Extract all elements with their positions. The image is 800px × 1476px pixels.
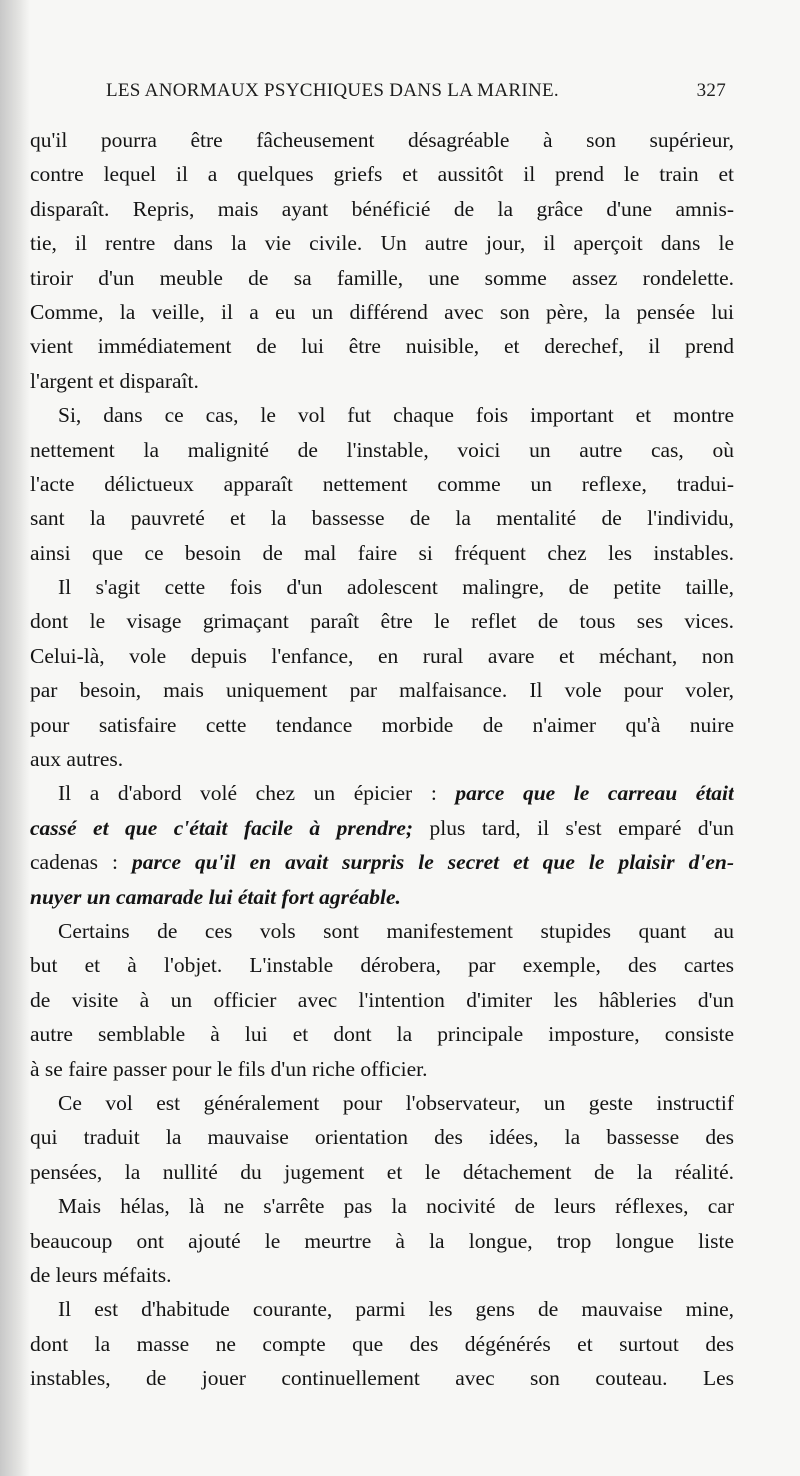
text-line (30, 880, 734, 914)
italic-segment: parce que le carreau était (455, 781, 734, 806)
text-segment: de visite à un officier avec l'intention d'imiter les hâbleries d'un (30, 987, 734, 1012)
text-segment: instables, de jouer continuellement avec son couteau. Les (30, 1366, 734, 1391)
text-line (30, 742, 734, 776)
text-line (30, 811, 734, 845)
text-segment: à se faire passer pour le fils d'un riche officier. (30, 1056, 428, 1081)
text-segment: qui traduit la mauvaise orientation des idées, la bassesse des (30, 1125, 734, 1150)
text-segment: qu'il pourra être fâcheusement désagréable à son supérieur, (30, 128, 734, 152)
text-line (30, 192, 734, 226)
text-line (30, 1189, 734, 1223)
text-segment: l'argent et disparaît. (30, 368, 199, 393)
text-segment: l'acte délictueux apparaît nettement comme un reflexe, tradui- (30, 471, 734, 496)
text-line (30, 948, 734, 982)
text-line (30, 467, 734, 501)
italic-segment: cassé et que c'était facile à prendre; (30, 815, 414, 840)
text-line (30, 295, 734, 329)
text-line (30, 1292, 734, 1326)
running-title: LES ANORMAUX PSYCHIQUES DANS LA MARINE. (106, 80, 559, 101)
text-segment: Celui-là, vole depuis l'enfance, en rural avare et méchant, non (30, 643, 734, 668)
text-line (30, 1224, 734, 1258)
text-segment: Il s'agit cette fois d'un adolescent malingre, de petite taille, (58, 575, 734, 600)
text-segment: disparaît. Repris, mais ayant bénéficié de la grâce d'une amnis- (30, 196, 734, 221)
page-gutter-shadow (0, 0, 30, 1476)
text-line (30, 261, 734, 295)
text-line (30, 776, 734, 810)
text-segment: aux autres. (30, 747, 124, 772)
running-header (106, 80, 726, 110)
text-segment: contre lequel il a quelques griefs et aussitôt il prend le train et (30, 162, 734, 187)
text-segment: par besoin, mais uniquement par malfaisance. Il vole pour voler, (30, 678, 734, 703)
text-line (30, 536, 734, 570)
text-line (30, 1361, 734, 1395)
text-segment: Il est d'habitude courante, parmi les gens de mauvaise mine, (58, 1297, 734, 1322)
text-line (30, 570, 734, 604)
text-line (30, 226, 734, 260)
text-segment: ainsi que ce besoin de mal faire si fréquent chez les instables. (30, 540, 734, 565)
text-line (30, 364, 734, 398)
text-segment: tiroir d'un meuble de sa famille, une somme assez rondelette. (30, 265, 734, 290)
text-segment: cadenas : (30, 850, 133, 875)
text-segment: Certains de ces vols sont manifestement stupides quant au (58, 918, 734, 943)
text-line (30, 501, 734, 535)
text-segment: autre semblable à lui et dont la principale imposture, consiste (30, 1022, 734, 1047)
text-segment: Ce vol est généralement pour l'observateur, un geste instructif (58, 1090, 734, 1115)
text-segment: tie, il rentre dans la vie civile. Un autre jour, il aperçoit dans le (30, 231, 734, 256)
text-segment: nettement la malignité de l'instable, voici un autre cas, où (30, 437, 734, 462)
text-line (30, 708, 734, 742)
text-line (30, 1086, 734, 1120)
text-segment: but et à l'objet. L'instable dérobera, par exemple, des cartes (30, 953, 734, 978)
text-line (30, 1120, 734, 1154)
text-segment: Il a d'abord volé chez un épicier : (58, 781, 456, 806)
text-line (30, 398, 734, 432)
text-segment: dont le visage grimaçant paraît être le reflet de tous ses vices. (30, 609, 734, 634)
text-line (30, 845, 734, 879)
text-line (30, 983, 734, 1017)
body-text (30, 123, 734, 1395)
text-line (30, 329, 734, 363)
text-segment: dont la masse ne compte que des dégénérés et surtout des (30, 1331, 734, 1356)
text-line (30, 673, 734, 707)
text-line (30, 914, 734, 948)
text-segment: beaucoup ont ajouté le meurtre à la longue, trop longue liste (30, 1228, 734, 1253)
text-segment: Si, dans ce cas, le vol fut chaque fois important et montre (58, 403, 734, 428)
text-line (30, 1017, 734, 1051)
italic-segment: nuyer un camarade lui était fort agréable. (30, 884, 401, 909)
text-line (30, 1155, 734, 1189)
text-segment: plus tard, il s'est emparé d'un (413, 815, 734, 840)
text-segment: Mais hélas, là ne s'arrête pas la nocivité de leurs réflexes, car (58, 1194, 734, 1219)
text-segment: pensées, la nullité du jugement et le détachement de la réalité. (30, 1159, 734, 1184)
text-line (30, 433, 734, 467)
text-line (30, 1258, 734, 1292)
text-segment: Comme, la veille, il a eu un différend avec son père, la pensée lui (30, 299, 734, 324)
text-line (30, 604, 734, 638)
text-segment: vient immédiatement de lui être nuisible, et derechef, il prend (30, 334, 734, 359)
text-segment: pour satisfaire cette tendance morbide de n'aimer qu'à nuire (30, 712, 734, 737)
text-line (30, 639, 734, 673)
page-number: 327 (696, 80, 726, 101)
text-line (30, 123, 734, 157)
text-line (30, 157, 734, 191)
text-segment: de leurs méfaits. (30, 1262, 172, 1287)
text-line (30, 1052, 734, 1086)
italic-segment: parce qu'il en avait surpris le secret et que le plaisir d'en- (132, 850, 734, 875)
text-line (30, 1327, 734, 1361)
text-segment: sant la pauvreté et la bassesse de la mentalité de l'individu, (30, 506, 734, 531)
